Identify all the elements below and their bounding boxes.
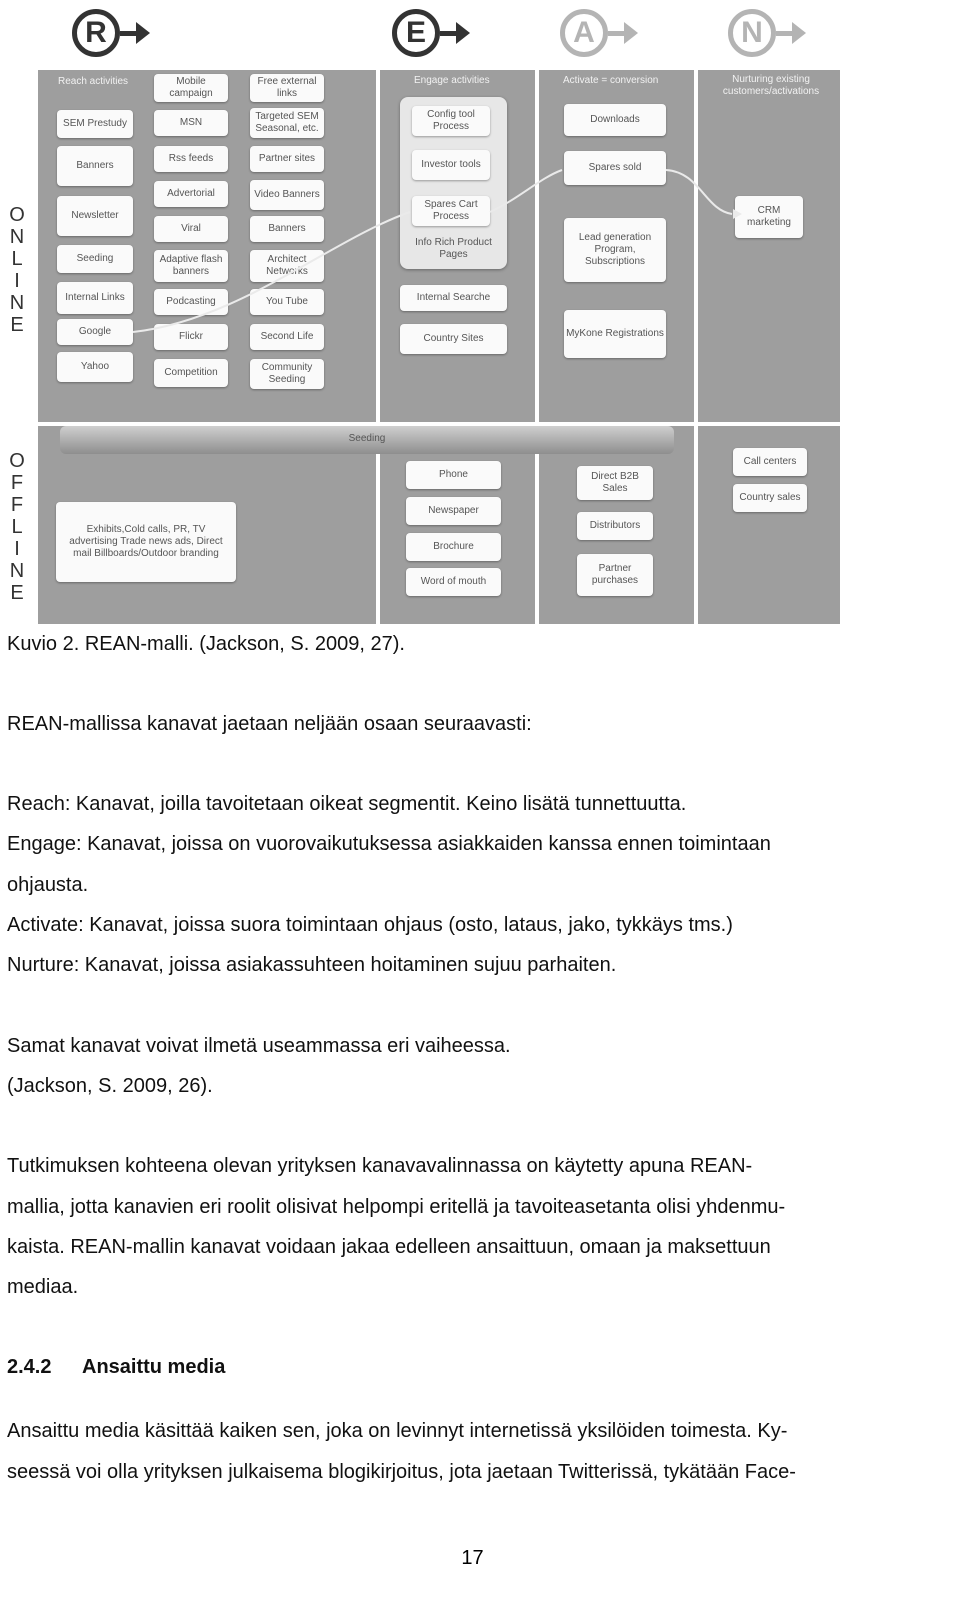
- reach-item: Mobile campaign: [154, 74, 228, 102]
- activate-item: Lead generation Program, Subscriptions: [564, 218, 666, 282]
- reach-item: Community Seeding: [250, 359, 324, 389]
- section-title: Ansaittu media: [82, 1356, 226, 1378]
- online-side-label: O N L I N E: [9, 204, 25, 336]
- paragraph-line: Tutkimuksen kohteena olevan yrityksen kanavavalinnassa on käytetty apuna REAN-: [7, 1155, 753, 1177]
- list-line-reach: Reach: Kanavat, joilla tavoitetaan oikeat segmentit. Keino lisätä tunnettuutta.: [7, 793, 687, 815]
- reach-item: Targeted SEM Seasonal, etc.: [250, 108, 324, 138]
- reach-item: Banners: [250, 216, 324, 242]
- activate-item: Downloads: [564, 104, 666, 136]
- reach-item: Adaptive flash banners: [154, 250, 228, 282]
- engage-logo: [392, 6, 470, 60]
- reach-item: MSN: [154, 110, 228, 136]
- offline-engage-item: Brochure: [406, 533, 501, 561]
- offline-nurture-item: Call centers: [733, 448, 807, 476]
- reach-item: Podcasting: [154, 289, 228, 315]
- nurture-logo-letter: N: [728, 9, 776, 57]
- activate-item: MyKone Registrations: [564, 310, 666, 358]
- engage-logo-letter: E: [392, 9, 440, 57]
- reach-item: Architect Networks: [250, 250, 324, 282]
- activate-logo-letter: A: [560, 9, 608, 57]
- reach-item: Competition: [154, 359, 228, 387]
- arrow-head-icon: [136, 22, 150, 44]
- figure-caption: Kuvio 2. REAN-malli. (Jackson, S. 2009, 27).: [7, 633, 405, 655]
- reach-item: You Tube: [250, 289, 324, 315]
- nurture-header: Nurturing existing customers/activations: [722, 74, 820, 97]
- list-line-nurture: Nurture: Kanavat, joissa asiakassuhteen hoitaminen sujuu parhaiten.: [7, 954, 617, 976]
- arrow-shaft-icon: [608, 31, 624, 36]
- paragraph-line: kaista. REAN-mallin kanavat voidaan jakaa edelleen ansaittuun, omaan ja maksettuun: [7, 1236, 771, 1258]
- activate-header: Activate = conversion: [563, 75, 659, 86]
- reach-logo-letter: R: [72, 9, 120, 57]
- nurture-item: CRM marketing: [735, 196, 803, 238]
- engage-header: Engage activities: [414, 75, 490, 86]
- engage-item: Country Sites: [400, 324, 507, 354]
- reach-item: SEM Prestudy: [57, 110, 133, 138]
- reach-item: Banners: [57, 146, 133, 186]
- offline-reach-box: Exhibits,Cold calls, PR, TV advertising Trade news ads, Direct mail Billboards/Outdoor branding: [56, 502, 236, 582]
- reach-item: Google: [57, 319, 133, 345]
- section-number: 2.4.2: [7, 1356, 52, 1378]
- reach-item: Rss feeds: [154, 146, 228, 172]
- arrow-shaft-icon: [120, 31, 136, 36]
- reach-item: Second Life: [250, 324, 324, 350]
- offline-engage-item: Newspaper: [406, 497, 501, 525]
- paragraph2-line: Ansaittu media käsittää kaiken sen, joka on levinnyt internetissä yksilöiden toimesta. Ky-: [7, 1420, 788, 1442]
- offline-nurture-item: Country sales: [733, 484, 807, 512]
- list-line-activate: Activate: Kanavat, joissa suora toimintaan ohjaus (osto, lataus, jako, tykkäys tms.): [7, 914, 733, 936]
- offline-engage-item: Word of mouth: [406, 568, 501, 596]
- arrow-shaft-icon: [776, 31, 792, 36]
- offline-activate-item: Distributors: [577, 512, 653, 540]
- offline-engage-item: Phone: [406, 461, 501, 489]
- arrow-head-icon: [456, 22, 470, 44]
- engage-item: Internal Searche: [400, 285, 507, 311]
- intro-line: REAN-mallissa kanavat jaetaan neljään osaan seuraavasti:: [7, 713, 532, 735]
- reach-item: Newsletter: [57, 196, 133, 236]
- reach-item: Seeding: [57, 245, 133, 273]
- activate-logo: [560, 6, 638, 60]
- offline-seeding-bar: Seeding: [60, 426, 674, 454]
- rean-model-figure: [0, 0, 960, 630]
- reach-item: Partner sites: [250, 146, 324, 172]
- list-line-engage-cont: ohjausta.: [7, 874, 89, 896]
- same-channels-line: Samat kanavat voivat ilmetä useammassa eri vaiheessa.: [7, 1035, 511, 1057]
- reach-item: Free external links: [250, 74, 324, 102]
- engage-item: Config tool Process: [412, 106, 490, 136]
- engage-item: Spares Cart Process: [412, 196, 490, 226]
- paragraph-line: mallia, jotta kanavien eri roolit olisivat helpompi eritellä ja tavoiteasetanta olisi yhdenmu-: [7, 1196, 786, 1218]
- reach-item: Flickr: [154, 324, 228, 350]
- reach-item: Internal Links: [57, 282, 133, 314]
- offline-side-label: O F F L I N E: [9, 450, 25, 604]
- reach-item: Yahoo: [57, 352, 133, 382]
- same-channels-citation: (Jackson, S. 2009, 26).: [7, 1075, 213, 1097]
- nurture-logo: [728, 6, 806, 60]
- paragraph-line: mediaa.: [7, 1276, 79, 1298]
- offline-activate-item: Partner purchases: [577, 554, 653, 596]
- arrow-head-icon: [792, 22, 806, 44]
- reach-header: Reach activities: [58, 76, 129, 87]
- offline-activate-item: Direct B2B Sales: [577, 466, 653, 500]
- arrow-head-icon: [624, 22, 638, 44]
- arrow-shaft-icon: [440, 31, 456, 36]
- paragraph2-line: seessä voi olla yrityksen julkaisema blogikirjoitus, jota jaetaan Twitterissä, tykätään Face-: [7, 1461, 796, 1483]
- activate-item: Spares sold: [564, 151, 666, 185]
- page-number: 17: [461, 1547, 484, 1569]
- engage-item: Investor tools: [412, 150, 490, 180]
- reach-item: Viral: [154, 216, 228, 242]
- reach-logo: [72, 6, 150, 60]
- list-line-engage: Engage: Kanavat, joissa on vuorovaikutuksessa asiakkaiden kanssa ennen toimintaan: [7, 833, 771, 855]
- nurture-online-panel: [698, 70, 840, 422]
- engage-cluster-text: Info Rich Product Pages: [415, 237, 492, 260]
- reach-item: Video Banners: [250, 180, 324, 210]
- reach-item: Advertorial: [154, 181, 228, 207]
